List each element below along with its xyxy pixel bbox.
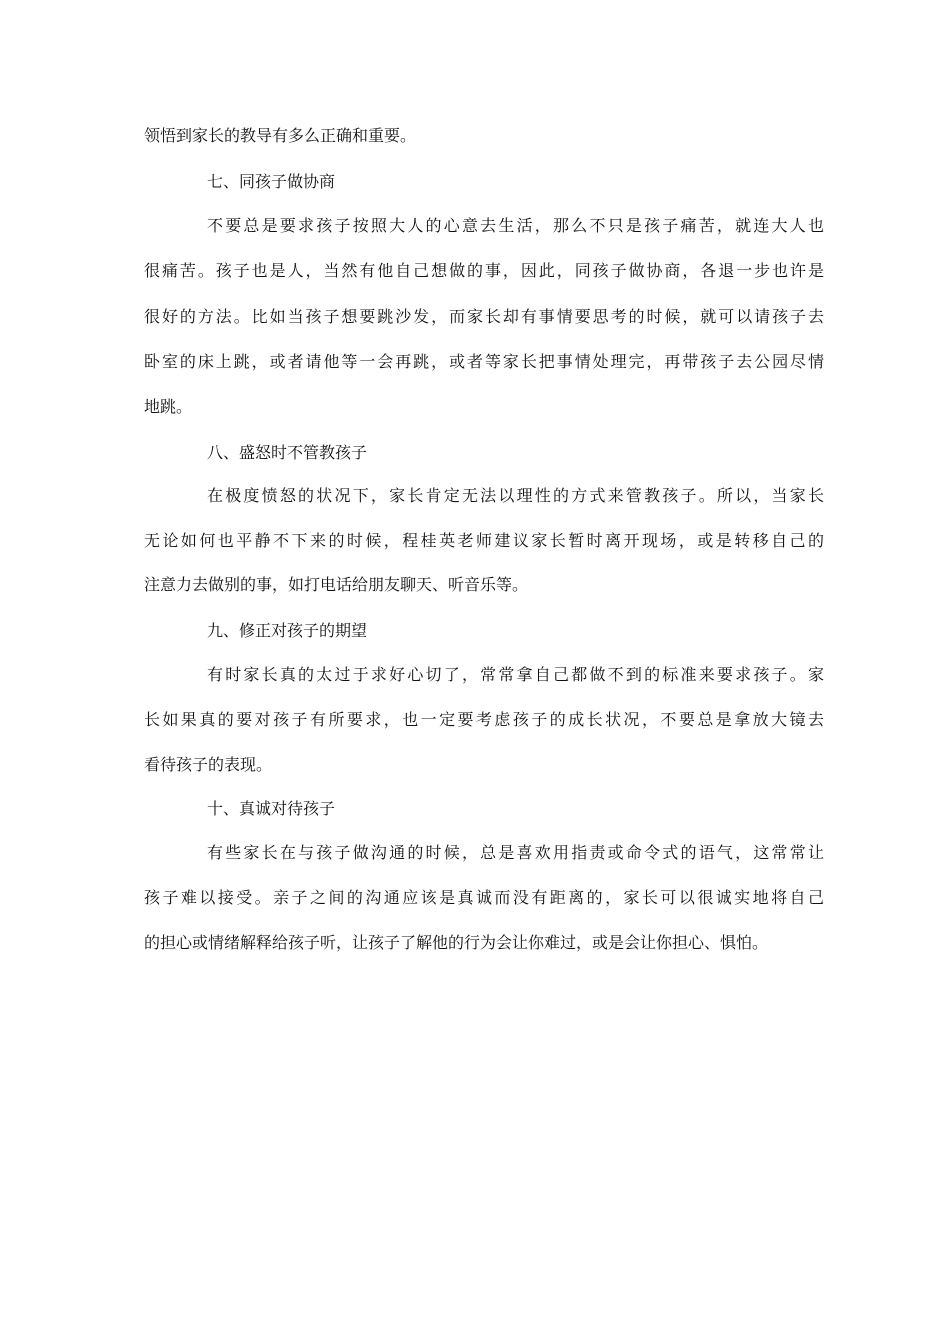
section-heading-9: 九、修正对孩子的期望 — [207, 621, 368, 640]
paragraph-line: 在极度愤怒的状况下，家长肯定无法以理性的方式来管教孩子。所以，当家长 — [207, 486, 824, 505]
paragraph-line: 领悟到家长的教导有多么正确和重要。 — [144, 126, 417, 145]
paragraph-line: 不要总是要求孩子按照大人的心意去生活，那么不只是孩子痛苦，就连大人也 — [207, 216, 824, 235]
paragraph-line: 长如果真的要对孩子有所要求，也一定要考虑孩子的成长状况，不要总是拿放大镜去 — [144, 710, 824, 729]
section-heading-7: 七、同孩子做协商 — [207, 172, 336, 191]
paragraph-line: 看待孩子的表现。 — [144, 755, 273, 774]
paragraph-line: 地跳。 — [144, 397, 193, 416]
paragraph-line: 孩子难以接受。亲子之间的沟通应该是真诚而没有距离的，家长可以很诚实地将自己 — [144, 888, 824, 907]
section-heading-10: 十、真诚对待孩子 — [207, 799, 336, 818]
paragraph-line: 无论如何也平静不下来的时候，程桂英老师建议家长暂时离开现场，或是转移自己的 — [144, 531, 824, 550]
paragraph-line: 很痛苦。孩子也是人，当然有他自己想做的事，因此，同孩子做协商，各退一步也许是 — [144, 261, 824, 280]
paragraph-line: 卧室的床上跳，或者请他等一会再跳，或者等家长把事情处理完，再带孩子去公园尽情 — [144, 352, 824, 371]
paragraph-line: 有时家长真的太过于求好心切了，常常拿自己都做不到的标准来要求孩子。家 — [207, 665, 824, 684]
paragraph-line: 的担心或情绪解释给孩子听，让孩子了解他的行为会让你难过，或是会让你担心、惧怕。 — [144, 933, 769, 952]
section-heading-8: 八、盛怒时不管教孩子 — [207, 443, 368, 462]
paragraph-line: 有些家长在与孩子做沟通的时候，总是喜欢用指责或命令式的语气，这常常让 — [207, 843, 824, 862]
paragraph-line: 很好的方法。比如当孩子想要跳沙发，而家长却有事情要思考的时候，就可以请孩子去 — [144, 307, 824, 326]
paragraph-line: 注意力去做别的事，如打电话给朋友聊天、听音乐等。 — [144, 575, 529, 594]
